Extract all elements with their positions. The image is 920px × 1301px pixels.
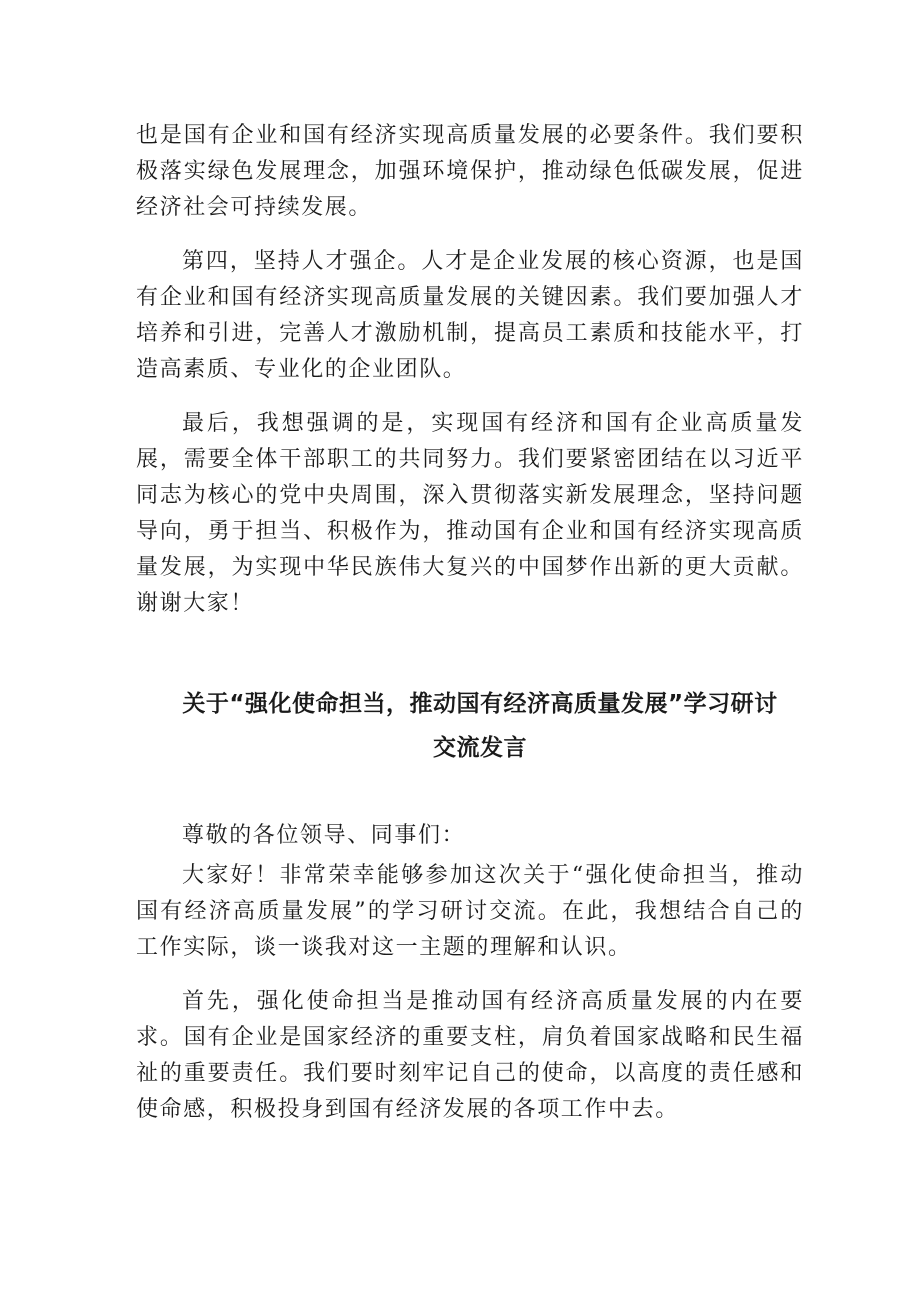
paragraph-talent: 第四，坚持人才强企。人才是企业发展的核心资源，也是国有企业和国有经济实现高质量发展的关键因素。我们要加强人才培养和引进，完善人才激励机制，提高员工素质和技能水平，打造高素质、专业化的企业团队。 (136, 249, 804, 382)
greeting: 尊敬的各位领导、同事们： (182, 823, 466, 848)
paragraph-intro: 大家好！非常荣幸能够参加这次关于“强化使命担当，推动国有经济高质量发展”的学习研讨交流。在此，我想结合自己的工作实际，谈一谈我对这一主题的理解和认识。 (136, 863, 804, 960)
article-title-line1: 关于“强化使命担当，推动国有经济高质量发展”学习研讨 (182, 691, 778, 717)
paragraph-closing: 最后，我想强调的是，实现国有经济和国有企业高质量发展，需要全体干部职工的共同努力。我们要紧密团结在以习近平同志为核心的党中央周围，深入贯彻落实新发展理念，坚持问题导向，勇于担当、积极作为，推动国有企业和国有经济实现高质量发展，为实现中华民族伟大复兴的中国梦作出新的更大贡献。谢谢大家！ (136, 411, 804, 616)
paragraph-first-point: 首先，强化使命担当是推动国有经济高质量发展的内在要求。国有企业是国家经济的重要支柱，肩负着国家战略和民生福祉的重要责任。我们要时刻牢记自己的使命，以高度的责任感和使命感，积极投身到国有经济发展的各项工作中去。 (136, 989, 804, 1122)
paragraph-green-development: 也是国有企业和国有经济实现高质量发展的必要条件。我们要积极落实绿色发展理念，加强环境保护，推动绿色低碳发展，促进经济社会可持续发展。 (136, 123, 804, 220)
article-title-line2: 交流发言 (433, 735, 527, 761)
